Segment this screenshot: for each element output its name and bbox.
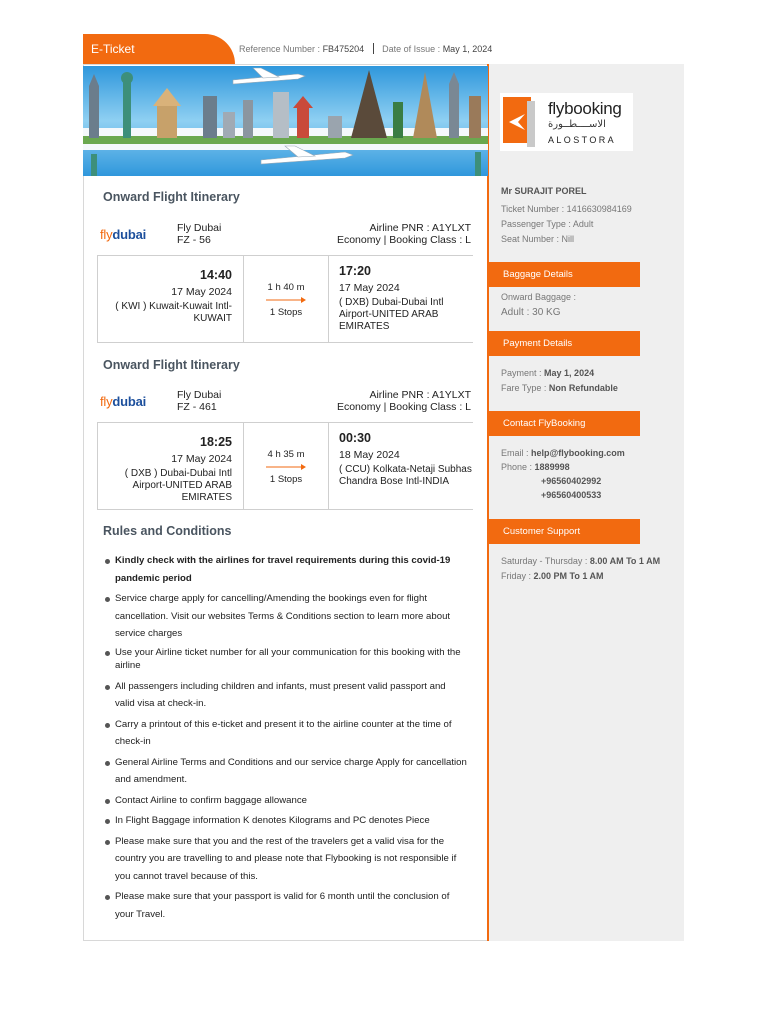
- flydubai-logo: flydubai: [100, 227, 147, 242]
- payment-value: May 1, 2024: [544, 368, 595, 378]
- airline-pnr: Airline PNR : A1YLXT: [369, 222, 471, 234]
- departure-time: 14:40: [200, 268, 232, 282]
- ref-label: Reference Number :: [239, 44, 321, 54]
- arrival-date: 18 May 2024: [339, 449, 400, 461]
- duration-cell: [243, 423, 329, 509]
- departure-date: 17 May 2024: [171, 286, 232, 298]
- booking-class: Economy | Booking Class : L: [336, 401, 471, 413]
- flight-2-pnr: [337, 389, 471, 413]
- rule-item: Carry a printout of this e-ticket and present it to the airline counter at the time of check-in: [103, 716, 468, 751]
- fare-label: Fare Type :: [501, 383, 547, 393]
- phone-2[interactable]: +96560402992: [541, 476, 602, 486]
- payment-info: [501, 366, 618, 396]
- airline-pnr: Airline PNR : A1YLXT: [369, 389, 471, 401]
- email-label: Email :: [501, 448, 529, 458]
- eticket-tab: E-Ticket: [83, 34, 235, 65]
- passenger-type: Passenger Type : Adult: [501, 219, 594, 229]
- flight-number: FZ - 56: [177, 234, 211, 246]
- rule-item: Please make sure that you and the rest of the travelers get a valid visa for the country you are travelling to and please note that Flybooking is not responsible if you cannot travel because of this.: [103, 833, 468, 886]
- flight-2-section-title: Onward Flight Itinerary: [103, 358, 240, 372]
- rules-title: Rules and Conditions: [103, 524, 232, 538]
- arrow-right-icon: [266, 297, 306, 303]
- weekday-label: Saturday - Thursday :: [501, 556, 588, 566]
- arrival-cell: [329, 256, 473, 342]
- flight-duration: 1 h 40 m: [267, 282, 305, 293]
- reference-line: [239, 43, 492, 54]
- flydubai-logo: flydubai: [100, 394, 147, 409]
- arrival-airport: ( CCU) Kolkata-Netaji Subhas Chandra Bose Intl-INDIA: [339, 464, 472, 487]
- rule-item: Service charge apply for cancelling/Amending the bookings even for flight cancellation. Visit our websites Terms & Conditions section to learn more about service charges: [103, 590, 468, 643]
- customer-support-header: Customer Support: [489, 519, 640, 544]
- arrow-right-icon: [266, 464, 306, 470]
- arrival-time: 17:20: [339, 264, 371, 278]
- passenger-info: [501, 184, 632, 247]
- arrival-airport: ( DXB) Dubai-Dubai Intl Airport-UNITED ARAB EMIRATES: [339, 297, 444, 332]
- rule-item: In Flight Baggage information K denotes Kilograms and PC denotes Piece: [103, 812, 468, 830]
- departure-airport: ( KWI ) Kuwait-Kuwait Intl-KUWAIT: [115, 301, 232, 324]
- stops-count: 1 Stops: [269, 474, 303, 485]
- payment-details-header: Payment Details: [489, 331, 640, 356]
- phone-3[interactable]: +96560400533: [541, 490, 602, 500]
- departure-date: 17 May 2024: [171, 453, 232, 465]
- rules-list: [103, 552, 468, 926]
- rule-item: Kindly check with the airlines for travel requirements during this covid-19 pandemic period: [103, 552, 468, 587]
- rule-item: Contact Airline to confirm baggage allowance: [103, 792, 468, 810]
- flight-1-segment: [97, 255, 473, 343]
- departure-time: 18:25: [200, 435, 232, 449]
- baggage-label: Onward Baggage :: [501, 292, 577, 302]
- itinerary-column: [83, 64, 488, 941]
- passenger-name: Mr SURAJIT POREL: [501, 186, 587, 196]
- contact-info: [501, 446, 625, 502]
- travel-banner-image: [83, 66, 488, 176]
- support-info: [501, 554, 660, 584]
- baggage-details-header: Baggage Details: [489, 262, 640, 287]
- friday-label: Friday :: [501, 571, 532, 581]
- flight-number: FZ - 461: [177, 401, 217, 413]
- rule-item: Use your Airline ticket number for all your communication for this booking with the airline: [103, 646, 468, 672]
- seat-number: Seat Number : Nill: [501, 234, 575, 244]
- flight-duration: 4 h 35 m: [267, 449, 305, 460]
- phone-1[interactable]: 1889998: [534, 462, 570, 472]
- sidebar: [489, 64, 684, 941]
- weekday-hours: 8.00 AM To 1 AM: [589, 556, 661, 566]
- flight-2-airline: [177, 389, 221, 413]
- brand-arabic: الاســــطــورة: [548, 119, 606, 130]
- rule-item: General Airline Terms and Conditions and our service charge Apply for cancellation and amendment.: [103, 754, 468, 789]
- issue-value: May 1, 2024: [442, 44, 493, 54]
- departure-cell: [98, 256, 243, 342]
- arrival-date: 17 May 2024: [339, 282, 400, 294]
- flight-2-segment: [97, 422, 473, 510]
- fare-value: Non Refundable: [548, 383, 618, 393]
- ref-value: FB475204: [322, 44, 365, 54]
- airline-name: Fly Dubai: [177, 389, 222, 401]
- brand-sub: ALOSTORA: [548, 135, 617, 145]
- flight-1-airline: [177, 222, 221, 246]
- departure-cell: [98, 423, 243, 509]
- ticket-header: [83, 34, 683, 64]
- rule-item: All passengers including children and infants, must present valid passport and valid visa at check-in.: [103, 678, 468, 713]
- payment-label: Payment :: [501, 368, 542, 378]
- flight-1-pnr: [337, 222, 471, 246]
- rule-item: Please make sure that your passport is valid for 6 month until the conclusion of your Travel.: [103, 888, 468, 923]
- arrival-time: 00:30: [339, 431, 371, 445]
- ticket-number: Ticket Number : 1416630984169: [501, 204, 632, 214]
- contact-header: Contact FlyBooking: [489, 411, 640, 436]
- stops-count: 1 Stops: [269, 307, 303, 318]
- email-link[interactable]: help@flybooking.com: [531, 448, 625, 458]
- flybooking-logo-icon: [503, 97, 535, 147]
- arrival-cell: [329, 423, 473, 509]
- baggage-value: Adult : 30 KG: [501, 307, 561, 318]
- duration-cell: [243, 256, 329, 342]
- flight-1-section-title: Onward Flight Itinerary: [103, 190, 240, 204]
- friday-hours: 2.00 PM To 1 AM: [533, 571, 604, 581]
- airline-name: Fly Dubai: [177, 222, 222, 234]
- ref-separator: [373, 43, 374, 54]
- brand-logo: [500, 93, 633, 151]
- booking-class: Economy | Booking Class : L: [336, 234, 471, 246]
- brand-name: flybooking: [548, 99, 622, 118]
- departure-airport: ( DXB ) Dubai-Dubai Intl Airport-UNITED ARAB EMIRATES: [124, 468, 232, 503]
- issue-label: Date of Issue :: [382, 44, 441, 54]
- phone-label: Phone :: [501, 462, 533, 472]
- baggage-info: [501, 290, 576, 320]
